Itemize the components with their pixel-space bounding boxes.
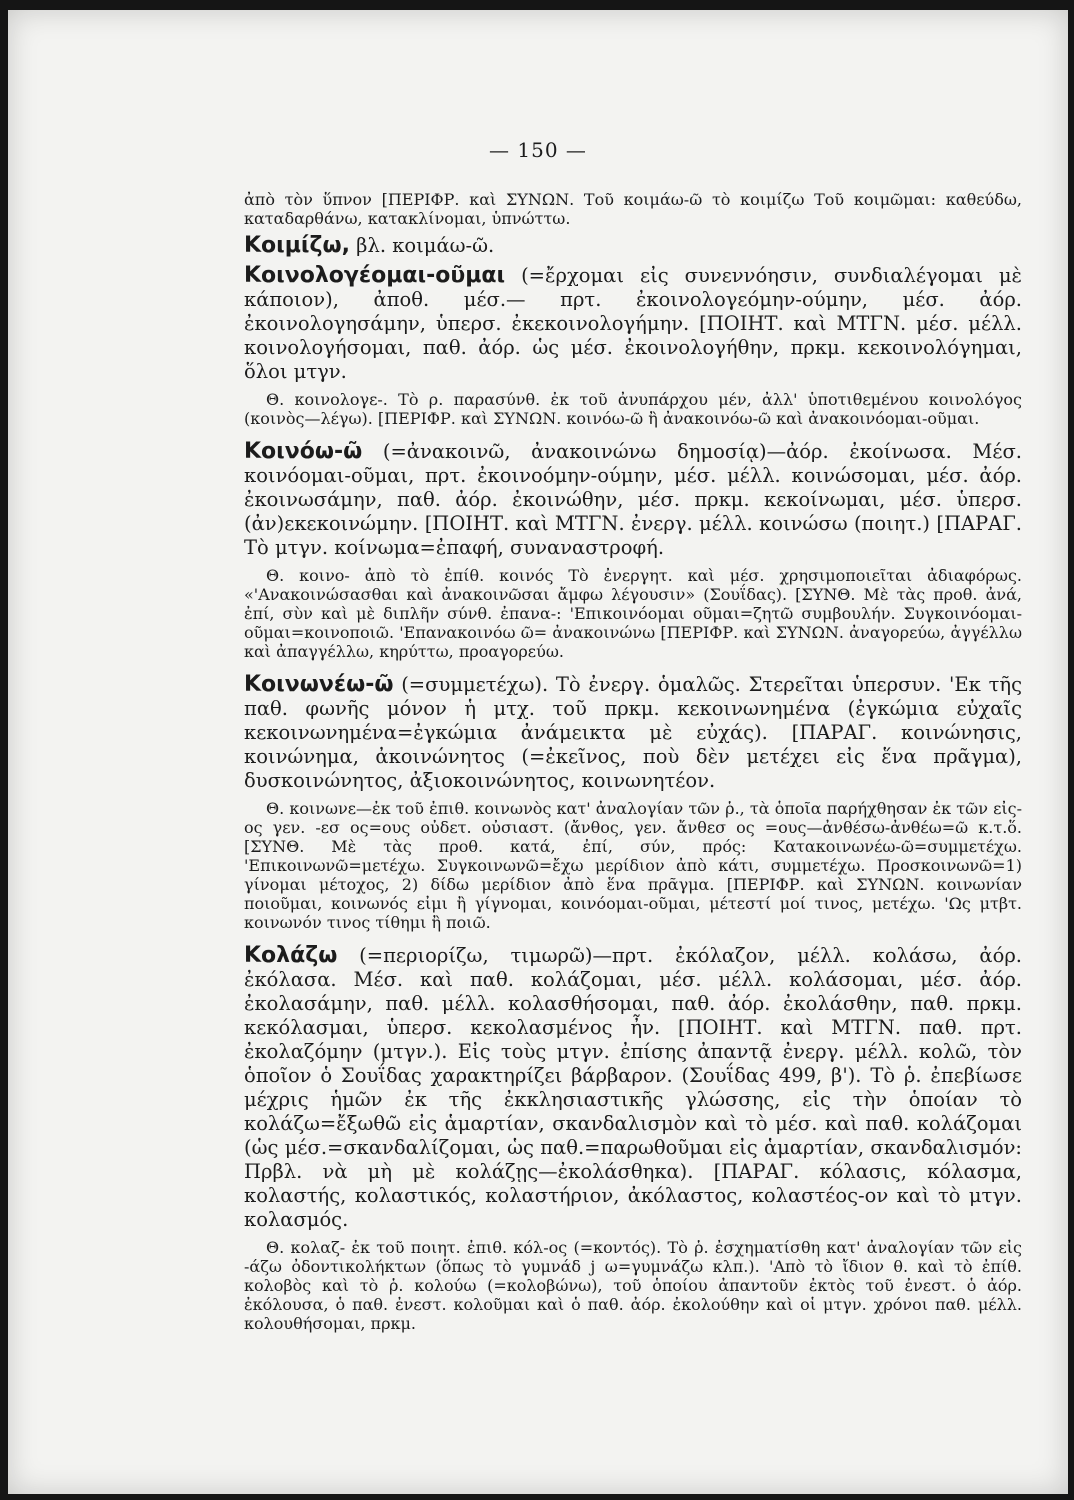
entry-text: Θ. κοινολογε-. Τὸ ρ. παρασύνθ. ἐκ τοῦ ἀνυπάρχου μέν, ἀλλ' ὑποτιθεμένου κοινολόγος (κοινὸς—λέγω). [ΠΕΡΙΦΡ. καὶ ΣΥΝΩΝ. κοινόω-ῶ ἢ ἀνακοινόω-ῶ καὶ ἀνακοινόομαι-οῦμαι. — [244, 390, 1022, 428]
entry-text: (=περιορίζω, τιμωρῶ)—πρτ. ἐκόλαζον, μέλλ. κολάσω, ἀόρ. ἐκόλασα. Μέσ. καὶ παθ. κολάζομαι, μέσ. μέλλ. κολάσομαι, μέσ. ἀόρ. ἐκολασάμην, παθ. μέλλ. κολασθήσομαι, παθ. ἀόρ. ἐκολάσθην, παθ. πρκμ. κεκόλασμαι, ὑπερσ. κεκολασμένος ἦν. [ΠΟΙΗΤ. καὶ ΜΤΓΝ. παθ. πρτ. ἐκολαζόμην (μτγν.). Εἰς τοὺς μτγν. ἐπίσης ἀπαντᾷ ἐνεργ. μέλλ. κολῶ, τὸν ὁποῖον ὁ Σουΐδας χαρακτηρίζει βάρβαρον. (Σουΐδας 499, β'). Τὸ ῥ. ἐπεβίωσε μέχρις ἡμῶν ἐκ τῆς ἐκκλησιαστικῆς γλώσσης, εἰς τὴν ὁποίαν τὸ κολάζω=ἔξωθῶ εἰς ἁμαρτίαν, σκανδαλισμὸν καὶ τὸ μέσ. καὶ παθ. κολάζομαι (ὡς μέσ.=σκανδαλίζομαι, ὡς παθ.=παρωθοῦμαι εἰς ἁμαρτίαν, σκανδαλισμόν: Πρβλ. νὰ μὴ μὲ κολάζῃς—ἐκολάσθηκα). [ΠΑΡΑΓ. κόλασις, κόλασμα, κολαστής, κολαστικός, κολαστήριον, ἀκόλαστος, κολαστέος-ον καὶ τὸ μτγν. κολασμός. — [244, 944, 1022, 1231]
entry-text: ἀπὸ τὸν ὕπνον [ΠΕΡΙΦΡ. καὶ ΣΥΝΩΝ. Τοῦ κοιμάω-ῶ τὸ κοιμίζω Τοῦ κοιμῶμαι: καθεύδω, καταδαρθάνω, κατακλίνομαι, ὑπνώττω. — [244, 190, 1022, 228]
entry-headword: Κοινολογέομαι-οῦμαι — [244, 263, 506, 288]
entry-headword: Κολάζω — [244, 943, 338, 968]
entry-text: Θ. κοινωνε—ἐκ τοῦ ἐπιθ. κοινωνὸς κατ' ἀναλογίαν τῶν ῥ., τὰ ὁποῖα παρήχθησαν ἐκ τῶν εἰς-ος γεν. -εσ ος=ους οὐδετ. οὐσιαστ. (ἄνθος, γεν. ἄνθεσ ος =ους—ἀνθέσω-ἀνθέω=ῶ κ.τ.ὅ. [ΣΥΝΘ. Μὲ τὰς προθ. κατά, ἐπί, σύν, πρός: Κατακοινωνέω-ῶ=συμμετέχω. 'Επικοινωνῶ=μετέχω. Συγκοινωνῶ=ἔχω μερίδιον ἀπὸ κάτι, συμμετέχω. Προσκοινωνῶ=1) γίνομαι μέτοχος, 2) δίδω μερίδιον ἀπὸ ἕνα πρᾶγμα. [ΠΕΡΙΦΡ. καὶ ΣΥΝΩΝ. κοινωνίαν ποιοῦμαι, κοινωνός εἰμι ἢ γίγνομαι, κοινόομαι-οῦμαι, μέτεστί μοί τινος, μετέχω. 'Ως μτβτ. κοινωνόν τινος τίθημι ἢ ποιῶ. — [244, 799, 1022, 932]
entry-etymology-note — [244, 390, 1022, 428]
entry-headword: Κοιμίζω, — [244, 233, 350, 258]
entry-continuation — [244, 190, 1022, 228]
entry-text: (=συμμετέχω). Τὸ ἐνεργ. ὁμαλῶς. Στερεῖται ὑπερσυν. 'Εκ τῆς παθ. φωνῆς μόνον ἡ μτχ. τοῦ πρκμ. κεκοινωνημένα (ἐγκώμια εὐχαῖς κεκοινωνημένα=ἐγκώμια ἀνάμεικτα μὲ εὐχάς). [ΠΑΡΑΓ. κοινώνησις, κοινώνημα, ἀκοινώνητος (=ἐκεῖνος, ποὺ δὲν μετέχει εἰς ἕνα πρᾶγμα), δυσκοινώνητος, ἀξιοκοινώνητος, κοινωνητέον. — [244, 673, 1022, 792]
entry-etymology-note — [244, 566, 1022, 661]
entry-kolazo — [244, 944, 1022, 1232]
entry-text: Θ. κοινο- ἀπὸ τὸ ἐπίθ. κοινός Τὸ ἐνεργητ. καὶ μέσ. χρησιμοποιεῖται ἀδιαφόρως. «'Ανακοινώσασθαι καὶ ἀνακοινῶσαι ἄμφω λέγουσιν» (Σουΐδας). [ΣΥΝΘ. Μὲ τὰς προθ. ἀνά, ἐπί, σὺν καὶ μὲ διπλῆν σύνθ. ἐπανα-: 'Επικοινόομαι οῦμαι=ζητῶ συμβουλήν. Συγκοινόομαι-οῦμαι=κοινοποιῶ. 'Επανακοινόω ῶ= ἀνακοινώνω [ΠΕΡΙΦΡ. καὶ ΣΥΝΩΝ. ἀναγορεύω, ἀγγέλλω καὶ ἀπαγγέλλω, κηρύττω, προαγορεύω. — [244, 566, 1022, 661]
entry-text: (=ἔρχομαι εἰς συνεννόησιν, συνδιαλέγομαι μὲ κάποιον), ἀποθ. μέσ.— πρτ. ἐκοινολογεόμην-ούμην, μέσ. ἀόρ. ἐκοινολογησάμην, ὑπερσ. ἐκεκοινολογήμην. [ΠΟΙΗΤ. καὶ ΜΤΓΝ. μέσ. μέλλ. κοινολογήσομαι, παθ. ἀόρ. ὡς μέσ. ἐκοινολογήθην, πρκμ. κεκοινολόγημαι, ὅλοι μτγν. — [244, 264, 1022, 383]
dictionary-column — [244, 190, 1022, 1333]
book-page — [8, 10, 1068, 1494]
entry-text: (=ἀνακοινῶ, ἀνακοινώνω δημοσίᾳ)—ἀόρ. ἐκοίνωσα. Μέσ. κοινόομαι-οῦμαι, πρτ. ἐκοινοόμην-ούμην, μέσ. μέλλ. κοινώσομαι, μέσ. ἀόρ. ἐκοινωσάμην, παθ. ἀόρ. ἐκοινώθην, μέσ. πρκμ. κεκοίνωμαι, μέσ. ὑπερσ. (ἀν)εκεκοινώμην. [ΠΟΙΗΤ. καὶ ΜΤΓΝ. ἐνεργ. μέλλ. κοινώσω (ποιητ.) [ΠΑΡΑΓ. Τὸ μτγν. κοίνωμα=ἐπαφή, συναναστροφή. — [244, 440, 1022, 559]
entry-etymology-note — [244, 1238, 1022, 1333]
entry-text: Θ. κολαζ- ἐκ τοῦ ποιητ. ἐπιθ. κόλ-ος (=κοντός). Τὸ ῥ. ἐσχηματίσθη κατ' ἀναλογίαν τῶν εἰς -άζω ὀδοντικολήκτων (ὅπως τὸ γυμνάδ j ω=γυμνάζω κλπ.). 'Απὸ τὸ ἴδιον θ. καὶ τὸ ἐπίθ. κολοβὸς καὶ τὸ ῥ. κολούω (=κολοβώνω), τοῦ ὁποίου ἀπαντοῦν ἐκτὸς τοῦ ἐνεστ. ὁ ἀόρ. ἐκόλουσα, ὁ παθ. ἐνεστ. κολοῦμαι καὶ ὁ παθ. ἀόρ. ἐκολούθην καὶ οἱ μτγν. χρόνοι παθ. μέλλ. κολουθήσομαι, πρκμ. — [244, 1238, 1022, 1333]
entry-etymology-note — [244, 799, 1022, 932]
entry-koinologeomai — [244, 264, 1022, 384]
entry-text: βλ. κοιμάω-ῶ. — [349, 234, 495, 257]
entry-koinoneo — [244, 673, 1022, 793]
entry-koinoo — [244, 440, 1022, 560]
entry-headword: Κοινωνέω-ῶ — [244, 672, 394, 697]
page-number: — 150 — — [489, 138, 587, 162]
entry-headword: Κοινόω-ῶ — [244, 439, 363, 464]
entry-koimizo — [244, 234, 1022, 258]
